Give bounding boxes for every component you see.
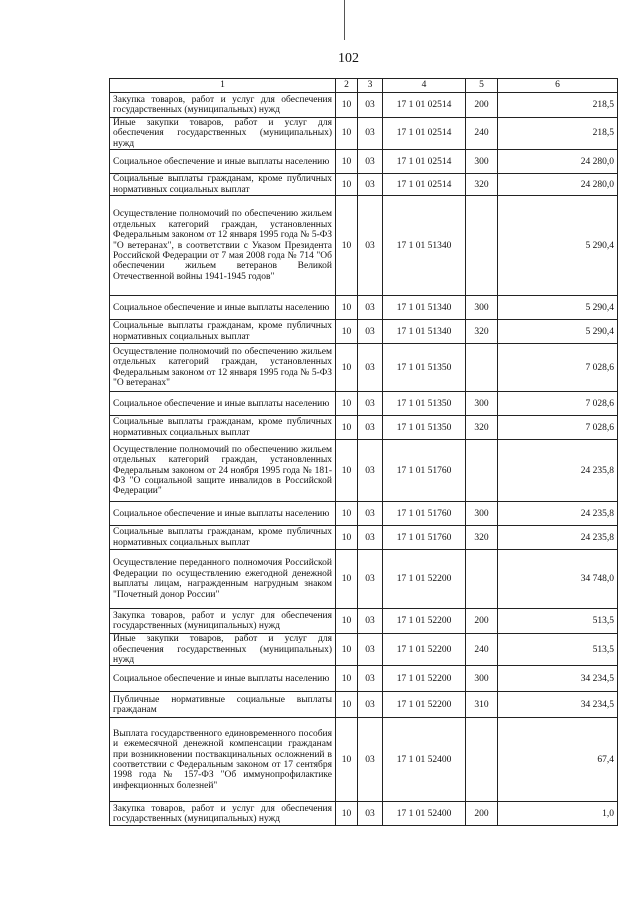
header-col-4: 4 [383,79,466,93]
row-section-cell: 10 [336,344,358,392]
row-section-cell: 10 [336,320,358,344]
row-subsection-cell: 03 [358,502,383,526]
row-subsection-cell: 03 [358,344,383,392]
row-amount-cell: 5 290,4 [498,196,618,296]
row-section-cell: 10 [336,296,358,320]
row-amount-cell: 34 748,0 [498,550,618,609]
row-section-cell: 10 [336,174,358,196]
page-number: 102 [338,51,359,66]
row-name-cell: Осуществление переданного полномочия Российской Федерации по осуществлению ежегодной денежной выплаты лицам, награжденным нагрудным знаком "Почетный донор России" [110,550,336,609]
row-subsection-cell: 03 [358,320,383,344]
row-target-article-cell: 17 1 01 51350 [383,416,466,440]
row-subsection-cell: 03 [358,118,383,150]
table-row [110,174,618,196]
row-section-cell: 10 [336,150,358,174]
row-target-article-cell: 17 1 01 02514 [383,93,466,118]
row-target-article-cell: 17 1 01 52200 [383,550,466,609]
row-amount-cell: 218,5 [498,93,618,118]
row-name-cell: Социальное обеспечение и иные выплаты населению [110,392,336,416]
row-amount-cell: 7 028,6 [498,416,618,440]
table-row [110,416,618,440]
table-row [110,93,618,118]
row-subsection-cell: 03 [358,634,383,666]
row-section-cell: 10 [336,440,358,502]
row-section-cell: 10 [336,550,358,609]
table-header-row [110,79,618,93]
row-expense-type-cell [466,550,498,609]
table-row [110,550,618,609]
row-target-article-cell: 17 1 01 02514 [383,174,466,196]
row-expense-type-cell: 320 [466,416,498,440]
row-section-cell: 10 [336,666,358,692]
row-amount-cell: 34 234,5 [498,692,618,718]
table-row [110,692,618,718]
row-expense-type-cell: 320 [466,174,498,196]
row-expense-type-cell: 200 [466,802,498,826]
row-subsection-cell: 03 [358,440,383,502]
row-expense-type-cell: 300 [466,666,498,692]
row-expense-type-cell: 240 [466,118,498,150]
row-section-cell: 10 [336,802,358,826]
row-name-cell: Социальное обеспечение и иные выплаты населению [110,296,336,320]
row-target-article-cell: 17 1 01 02514 [383,150,466,174]
row-amount-cell: 24 235,8 [498,502,618,526]
row-expense-type-cell: 300 [466,392,498,416]
table-row [110,802,618,826]
row-section-cell: 10 [336,526,358,550]
row-name-cell: Социальные выплаты гражданам, кроме публичных нормативных социальных выплат [110,526,336,550]
row-expense-type-cell: 320 [466,320,498,344]
row-target-article-cell: 17 1 01 52400 [383,802,466,826]
row-section-cell: 10 [336,718,358,802]
budget-table [109,78,618,826]
binding-edge-line [344,0,345,40]
row-section-cell: 10 [336,416,358,440]
row-target-article-cell: 17 1 01 51760 [383,526,466,550]
table-row [110,196,618,296]
row-subsection-cell: 03 [358,150,383,174]
row-expense-type-cell: 310 [466,692,498,718]
table-row [110,718,618,802]
row-name-cell: Закупка товаров, работ и услуг для обеспечения государственных (муниципальных) нужд [110,802,336,826]
row-target-article-cell: 17 1 01 52400 [383,718,466,802]
row-target-article-cell: 17 1 01 51340 [383,296,466,320]
row-section-cell: 10 [336,502,358,526]
row-section-cell: 10 [336,392,358,416]
row-subsection-cell: 03 [358,526,383,550]
row-subsection-cell: 03 [358,692,383,718]
table-row [110,634,618,666]
table-row [110,666,618,692]
row-amount-cell: 7 028,6 [498,392,618,416]
row-expense-type-cell: 240 [466,634,498,666]
row-name-cell: Иные закупки товаров, работ и услуг для обеспечения государственных (муниципальных) нужд [110,634,336,666]
row-subsection-cell: 03 [358,93,383,118]
row-expense-type-cell: 300 [466,150,498,174]
row-target-article-cell: 17 1 01 51340 [383,196,466,296]
row-subsection-cell: 03 [358,416,383,440]
row-section-cell: 10 [336,634,358,666]
row-expense-type-cell [466,718,498,802]
row-name-cell: Социальные выплаты гражданам, кроме публичных нормативных социальных выплат [110,320,336,344]
row-amount-cell: 513,5 [498,609,618,634]
row-amount-cell: 24 280,0 [498,150,618,174]
header-col-6: 6 [498,79,618,93]
row-expense-type-cell: 300 [466,296,498,320]
row-amount-cell: 24 280,0 [498,174,618,196]
row-amount-cell: 5 290,4 [498,296,618,320]
row-subsection-cell: 03 [358,718,383,802]
row-name-cell: Социальное обеспечение и иные выплаты населению [110,502,336,526]
table-row [110,609,618,634]
row-name-cell: Осуществление полномочий по обеспечению жильем отдельных категорий граждан, установленных Федеральным законом от 24 ноября 1995 года № 181-ФЗ "О социальной защите инвалидов в Российской Федерации" [110,440,336,502]
row-section-cell: 10 [336,196,358,296]
row-expense-type-cell [466,344,498,392]
row-target-article-cell: 17 1 01 51760 [383,502,466,526]
row-section-cell: 10 [336,692,358,718]
row-amount-cell: 24 235,8 [498,440,618,502]
row-subsection-cell: 03 [358,802,383,826]
row-target-article-cell: 17 1 01 52200 [383,609,466,634]
row-target-article-cell: 17 1 01 02514 [383,118,466,150]
row-expense-type-cell: 200 [466,93,498,118]
row-amount-cell: 34 234,5 [498,666,618,692]
row-subsection-cell: 03 [358,174,383,196]
row-expense-type-cell [466,196,498,296]
row-expense-type-cell: 300 [466,502,498,526]
header-col-1: 1 [110,79,336,93]
table-row [110,296,618,320]
row-subsection-cell: 03 [358,196,383,296]
row-amount-cell: 5 290,4 [498,320,618,344]
row-subsection-cell: 03 [358,550,383,609]
row-amount-cell: 7 028,6 [498,344,618,392]
row-target-article-cell: 17 1 01 51350 [383,344,466,392]
row-name-cell: Закупка товаров, работ и услуг для обеспечения государственных (муниципальных) нужд [110,609,336,634]
row-section-cell: 10 [336,118,358,150]
table-row [110,118,618,150]
table-row [110,440,618,502]
row-name-cell: Социальное обеспечение и иные выплаты населению [110,150,336,174]
row-amount-cell: 513,5 [498,634,618,666]
row-name-cell: Публичные нормативные социальные выплаты гражданам [110,692,336,718]
row-expense-type-cell: 320 [466,526,498,550]
row-subsection-cell: 03 [358,392,383,416]
row-name-cell: Социальные выплаты гражданам, кроме публичных нормативных социальных выплат [110,416,336,440]
table-row [110,526,618,550]
header-col-3: 3 [358,79,383,93]
table-row [110,502,618,526]
row-target-article-cell: 17 1 01 52200 [383,666,466,692]
row-subsection-cell: 03 [358,666,383,692]
row-subsection-cell: 03 [358,296,383,320]
row-amount-cell: 67,4 [498,718,618,802]
row-target-article-cell: 17 1 01 51340 [383,320,466,344]
table-row [110,392,618,416]
header-col-5: 5 [466,79,498,93]
row-target-article-cell: 17 1 01 51350 [383,392,466,416]
row-name-cell: Выплата государственного единовременного пособия и ежемесячной денежной компенсации гражданам при возникновении поствакцинальных осложнений в соответствии с Федеральным законом от 17 сентября 1998 года № 157-ФЗ "Об иммунопрофилактике инфекционных болезней" [110,718,336,802]
row-name-cell: Иные закупки товаров, работ и услуг для обеспечения государственных (муниципальных) нужд [110,118,336,150]
row-subsection-cell: 03 [358,609,383,634]
row-name-cell: Осуществление полномочий по обеспечению жильем отдельных категорий граждан, установленных Федеральным законом от 12 января 1995 года № 5-ФЗ "О ветеранах" [110,344,336,392]
table-row [110,150,618,174]
row-name-cell: Социальное обеспечение и иные выплаты населению [110,666,336,692]
row-target-article-cell: 17 1 01 51760 [383,440,466,502]
row-name-cell: Закупка товаров, работ и услуг для обеспечения государственных (муниципальных) нужд [110,93,336,118]
row-section-cell: 10 [336,609,358,634]
table-row [110,344,618,392]
table-row [110,320,618,344]
row-amount-cell: 218,5 [498,118,618,150]
row-amount-cell: 24 235,8 [498,526,618,550]
row-expense-type-cell [466,440,498,502]
row-expense-type-cell: 200 [466,609,498,634]
row-section-cell: 10 [336,93,358,118]
row-name-cell: Осуществление полномочий по обеспечению жильем отдельных категорий граждан, установленных Федеральным законом от 12 января 1995 года № 5-ФЗ "О ветеранах", в соответствии с Указом Президента Российской Федерации от 7 мая 2008 года № 714 "Об обеспечении жильем ветеранов Великой Отечественной войны 1941-1945 годов" [110,196,336,296]
row-amount-cell: 1,0 [498,802,618,826]
row-target-article-cell: 17 1 01 52200 [383,692,466,718]
row-target-article-cell: 17 1 01 52200 [383,634,466,666]
header-col-2: 2 [336,79,358,93]
row-name-cell: Социальные выплаты гражданам, кроме публичных нормативных социальных выплат [110,174,336,196]
